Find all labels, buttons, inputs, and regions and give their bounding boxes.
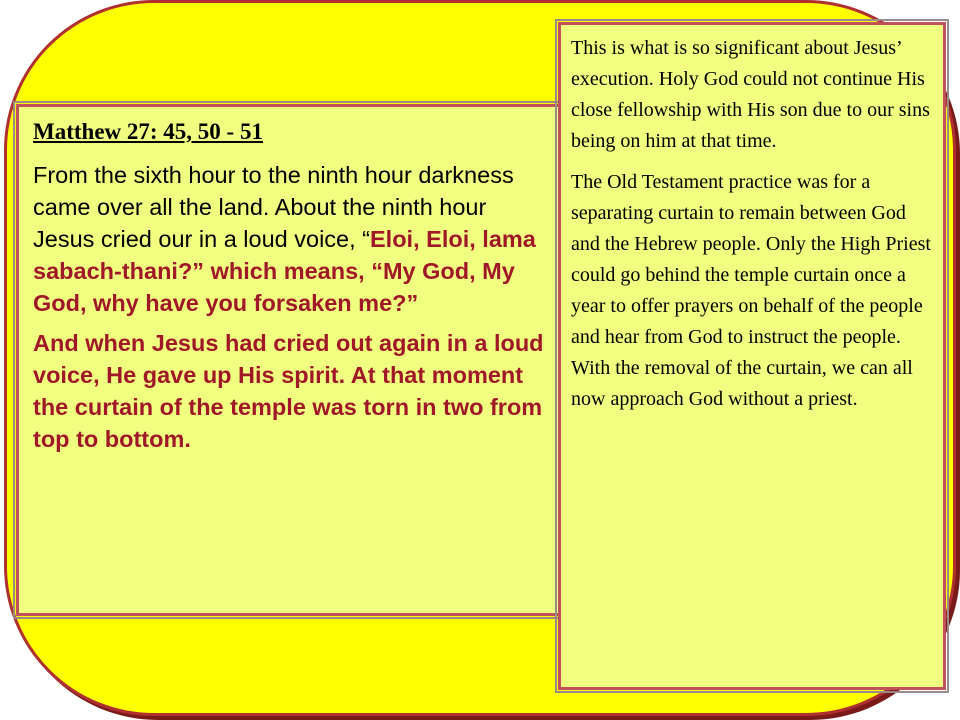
scripture-passage-1	[33, 159, 553, 319]
scripture-quote: Eloi, Eloi, lama sabach-thani?” which means, “My God, My God, why have you forsaken me?”	[33, 226, 536, 316]
commentary-card	[558, 22, 946, 690]
commentary-paragraph-2: The Old Testament practice was for a separating curtain to remain between God and the Hebrew people. Only the High Priest could go behind the temple curtain once a year to offer prayers on behalf of the people and hear from God to instruct the people. With the removal of the curtain, we can all now approach God without a priest.	[571, 171, 931, 410]
scripture-card	[16, 104, 568, 616]
scripture-reference: Matthew 27: 45, 50 - 51	[33, 119, 263, 144]
scripture-passage-2: And when Jesus had cried out again in a loud voice, He gave up His spirit. At that moment the curtain of the temple was torn in two from top to bottom.	[33, 330, 544, 452]
scripture-passage-1-text: From the sixth hour to the ninth hour darkness came over all the land. About the ninth hour Jesus cried our in a loud voice, “	[33, 162, 514, 252]
commentary-paragraph-1: This is what is so significant about Jesus’ execution. Holy God could not continue His close fellowship with His son due to our sins being on him at that time.	[571, 37, 930, 152]
